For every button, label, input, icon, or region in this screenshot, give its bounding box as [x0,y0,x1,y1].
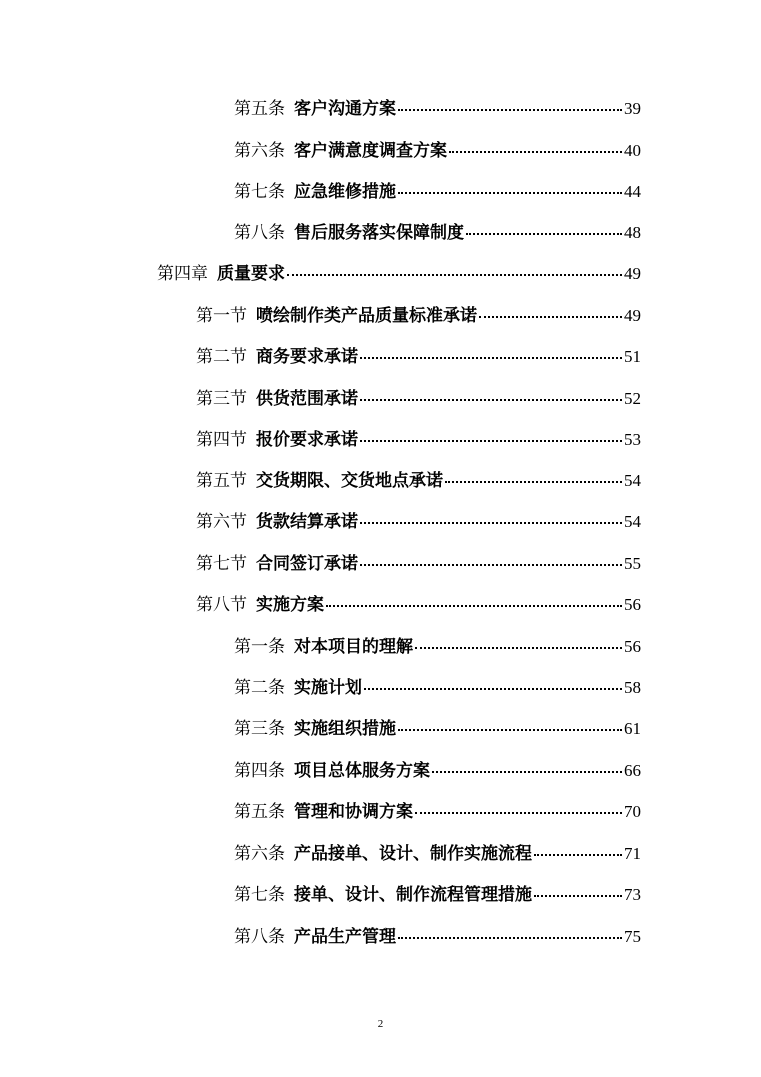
toc-entry[interactable] [196,511,641,533]
toc-entry-number: 第六节 [196,512,247,532]
dot-leader [415,647,622,649]
toc-entry[interactable] [234,677,641,699]
toc-entry-number: 第五条 [234,99,285,119]
toc-entry[interactable] [196,594,641,616]
toc-entry-number: 第四节 [196,430,247,450]
toc-entry-page: 75 [624,927,641,946]
toc-entry-title: 客户沟通方案 [294,99,396,119]
toc-entry-title: 产品接单、设计、制作实施流程 [294,844,532,864]
toc-entry[interactable] [234,801,641,823]
dot-leader [415,812,622,814]
toc-entry-title: 商务要求承诺 [256,347,358,367]
toc-entry-page: 61 [624,719,641,738]
toc-entry[interactable] [234,140,641,162]
dot-leader [364,688,622,690]
toc-entry-page: 66 [624,761,641,780]
toc-entry-number: 第五条 [234,802,285,822]
dot-leader [449,151,622,153]
toc-entry-page: 40 [624,141,641,160]
toc-entry-page: 54 [624,512,641,531]
toc-entry-title: 应急维修措施 [294,182,396,202]
toc-entry-number: 第三条 [234,719,285,739]
dot-leader [398,109,622,111]
dot-leader [398,729,622,731]
dot-leader [445,481,622,483]
toc-entry-page: 58 [624,678,641,697]
toc-entry-page: 51 [624,347,641,366]
dot-leader [398,192,622,194]
toc-entry-page: 49 [624,264,641,283]
toc-entry-number: 第八条 [234,223,285,243]
toc-entry-page: 56 [624,637,641,656]
toc-entry-number: 第一节 [196,306,247,326]
toc-entry-number: 第八条 [234,927,285,947]
toc-entry-title: 接单、设计、制作流程管理措施 [294,885,532,905]
toc-entry-title: 实施计划 [294,678,362,698]
toc-entry-title: 产品生产管理 [294,927,396,947]
dot-leader [534,854,622,856]
page-number: 2 [377,1018,384,1030]
toc-entry-title: 客户满意度调查方案 [294,141,447,161]
toc-entry[interactable] [234,181,641,203]
dot-leader [479,316,622,318]
toc-entry-page: 73 [624,885,641,904]
dot-leader [466,233,622,235]
toc-entry[interactable] [234,222,641,244]
toc-entry[interactable] [196,470,641,492]
toc-entry-page: 55 [624,554,641,573]
toc-entry-number: 第六条 [234,141,285,161]
toc-entry-page: 53 [624,430,641,449]
toc-entry-title: 供货范围承诺 [256,389,358,409]
toc-entry[interactable] [196,388,641,410]
toc-entry[interactable] [234,843,641,865]
dot-leader [534,895,622,897]
toc-entry[interactable] [196,553,641,575]
dot-leader [360,564,622,566]
toc-entry-page: 39 [624,99,641,118]
toc-entry-page: 48 [624,223,641,242]
dot-leader [398,937,622,939]
toc-entry-page: 71 [624,844,641,863]
toc-entry[interactable] [234,884,641,906]
toc-entry-number: 第二节 [196,347,247,367]
toc-entry-title: 管理和协调方案 [294,802,413,822]
toc-entry-title: 合同签订承诺 [256,554,358,574]
toc-entry-page: 54 [624,471,641,490]
toc-entry-number: 第八节 [196,595,247,615]
dot-leader [326,605,622,607]
toc-entry-number: 第六条 [234,844,285,864]
toc-entry-title: 交货期限、交货地点承诺 [256,471,443,491]
toc-entry-number: 第三节 [196,389,247,409]
dot-leader [360,399,622,401]
toc-entry[interactable] [196,429,641,451]
dot-leader [360,357,622,359]
toc-entry-number: 第七节 [196,554,247,574]
toc-entry-number: 第五节 [196,471,247,491]
dot-leader [360,440,622,442]
toc-entry-number: 第七条 [234,182,285,202]
toc-entry-title: 喷绘制作类产品质量标准承诺 [256,306,477,326]
toc-entry-page: 70 [624,802,641,821]
toc-entry-title: 实施方案 [256,595,324,615]
toc-entry-number: 第七条 [234,885,285,905]
dot-leader [360,522,622,524]
toc-entry[interactable] [234,760,641,782]
toc-entry[interactable] [234,98,641,120]
toc-entry-page: 44 [624,182,641,201]
toc-entry-number: 第四章 [157,264,208,284]
toc-entry[interactable] [234,636,641,658]
dot-leader [287,274,622,276]
toc-entry[interactable] [196,305,641,327]
toc-entry-number: 第二条 [234,678,285,698]
toc-entry-page: 56 [624,595,641,614]
toc-entry[interactable] [234,926,641,948]
toc-entry[interactable] [157,263,641,285]
toc-entry-title: 实施组织措施 [294,719,396,739]
toc-entry-title: 货款结算承诺 [256,512,358,532]
toc-entry-page: 52 [624,389,641,408]
toc-entry-title: 售后服务落实保障制度 [294,223,464,243]
toc-entry-page: 49 [624,306,641,325]
toc-entry-title: 质量要求 [217,264,285,284]
toc-entry-number: 第一条 [234,637,285,657]
dot-leader [432,771,622,773]
toc-entry-title: 项目总体服务方案 [294,761,430,781]
toc-entry[interactable] [196,346,641,368]
toc-entry-number: 第四条 [234,761,285,781]
toc-entry-title: 对本项目的理解 [294,637,413,657]
toc-entry[interactable] [234,718,641,740]
toc-entry-title: 报价要求承诺 [256,430,358,450]
